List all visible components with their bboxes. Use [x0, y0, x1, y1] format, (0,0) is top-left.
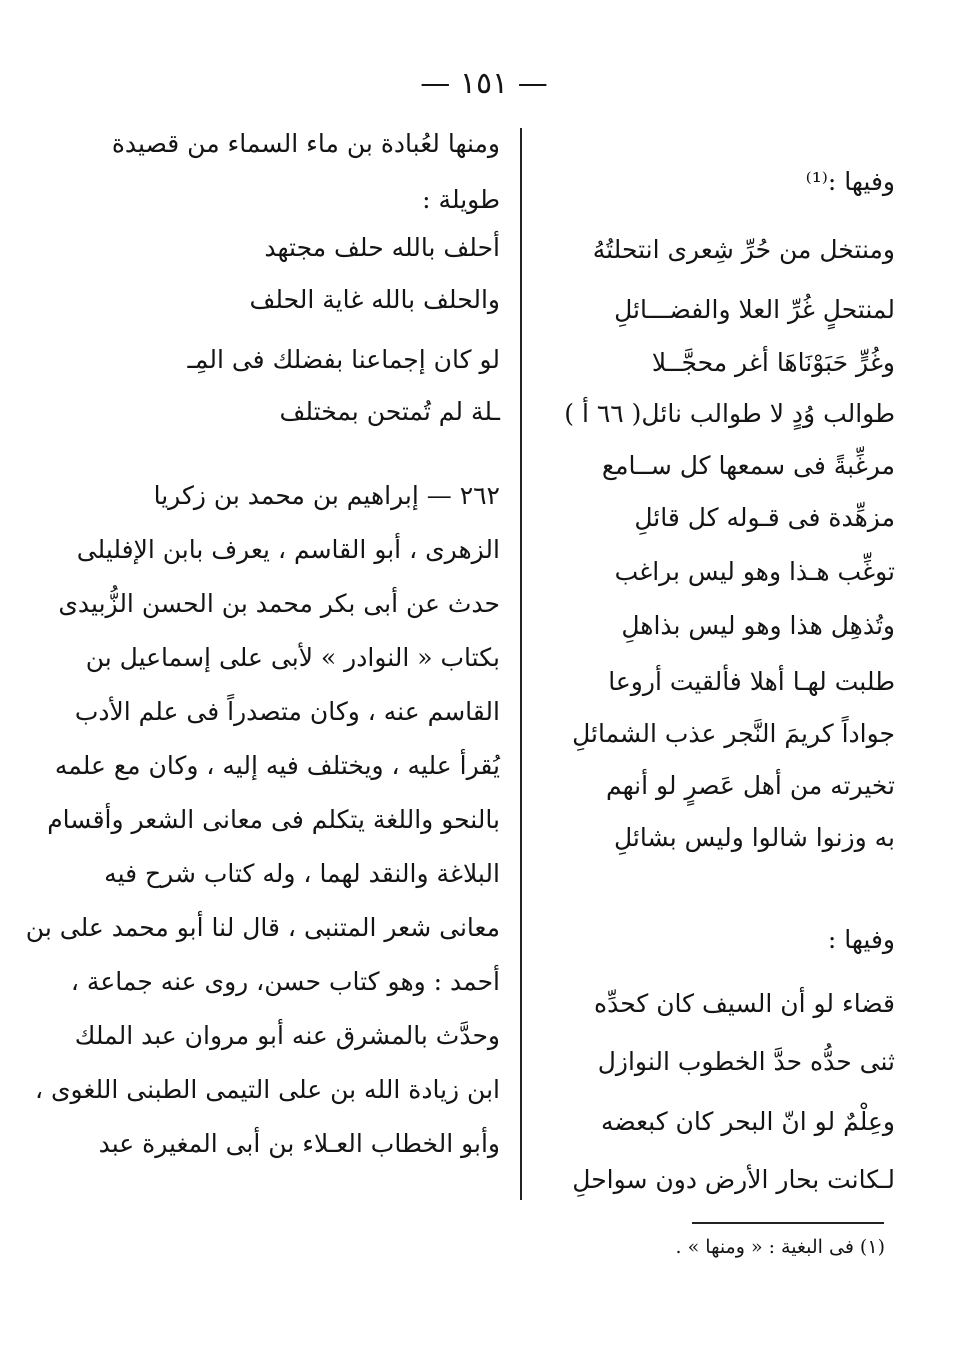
column-divider — [520, 128, 522, 1200]
verse-line: ومنتخل من حُرِّ شِعرى انتحلتُهُ — [592, 235, 895, 264]
verse-line: مزهِّدة فى قـوله كل قائلِ — [634, 503, 895, 532]
verse-line: لو كان إجماعنا بفضلك فى المِـ — [187, 345, 500, 374]
paragraph-line: بكتاب « النوادر » لأبى على إسماعيل بن — [85, 643, 500, 672]
verse-line: وغُرٍّ حَبَوْنَاهَا أغر محجَّــلا — [651, 348, 895, 377]
verse-line: طوالب وُدٍ لا طوالب نائل( ٦٦ أ ) — [564, 399, 895, 428]
footnote-rule — [692, 1222, 884, 1224]
verse-intro: ومنها لعُبادة بن ماء السماء من قصيدة — [111, 129, 500, 158]
entry-heading: ٢٦٢ — إبراهيم بن محمد بن زكريا — [153, 481, 500, 510]
verse-line: مرغِّبةً فى سمعها كل ســامع — [601, 451, 895, 480]
verse-line: والحلف بالله غاية الحلف — [249, 285, 500, 314]
paragraph-line: الزهرى ، أبو القاسم ، يعرف بابن الإفليلى — [76, 535, 500, 564]
paragraph-line: البلاغة والنقد لهما ، وله كتاب شرح فيه — [104, 859, 500, 888]
verse-line: تخيرته من أهل عَصرٍ لو أنهم — [605, 771, 895, 800]
verse-line: ثنى حدُّه حدَّ الخطوب النوازل — [597, 1047, 895, 1076]
paragraph-line: وأبو الخطاب العـلاء بن أبى المغيرة عبد — [98, 1129, 500, 1158]
verse-line: لمنتحلٍ غُرِّ العلا والفضـــائلِ — [614, 295, 895, 324]
verse-intro: وفيها :⁽¹⁾ — [805, 167, 895, 196]
verse-intro: وفيها : — [827, 925, 895, 954]
verse-line: طلبت لهـا أهلا فألقيت أروعا — [608, 667, 895, 696]
verse-line: وتُذهِل هذا وهو ليس بذاهلِ — [621, 611, 895, 640]
verse-intro: طويلة : — [422, 185, 500, 214]
footnote: (١) فى البغية : « ومنها » . — [675, 1236, 885, 1258]
verse-line: توغِّب هـذا وهو ليس براغب — [614, 557, 895, 586]
paragraph-line: أحمد : وهو كتاب حسن، روى عنه جماعة ، — [70, 967, 500, 996]
paragraph-line: القاسم عنه ، وكان متصدراً فى علم الأدب — [74, 697, 500, 726]
verse-line: ـلة لم تُمتحن بمختلف — [279, 397, 500, 426]
verse-line: وعِلْمٌ لو انّ البحر كان كبعضه — [601, 1107, 895, 1136]
paragraph-line: وحدَّث بالمشرق عنه أبو مروان عبد الملك — [74, 1021, 500, 1050]
paragraph-line: معانى شعر المتنبى ، قال لنا أبو محمد على بن — [25, 913, 500, 942]
verse-line: قضاء لو أن السيف كان كحدِّه — [593, 989, 895, 1018]
verse-line: به وزنوا شالوا وليس بشائلِ — [613, 823, 895, 852]
paragraph-line: يُقرأ عليه ، ويختلف فيه إليه ، وكان مع علمه — [54, 751, 500, 780]
page-number: — ١٥١ — — [420, 66, 548, 101]
verse-line: لـكانت بحار الأرض دون سواحلِ — [572, 1165, 895, 1194]
paragraph-line: حدث عن أبى بكر محمد بن الحسن الزُّبيدى — [58, 589, 500, 618]
paragraph-line: ابن زيادة الله بن على التيمى الطبنى اللغوى ، — [34, 1075, 500, 1104]
verse-line: أحلف بالله حلف مجتهد — [264, 233, 500, 262]
paragraph-line: بالنحو واللغة يتكلم فى معانى الشعر وأقسام — [47, 805, 500, 834]
verse-line: جواداً كريمَ النَّجر عذب الشمائلِ — [572, 719, 895, 748]
